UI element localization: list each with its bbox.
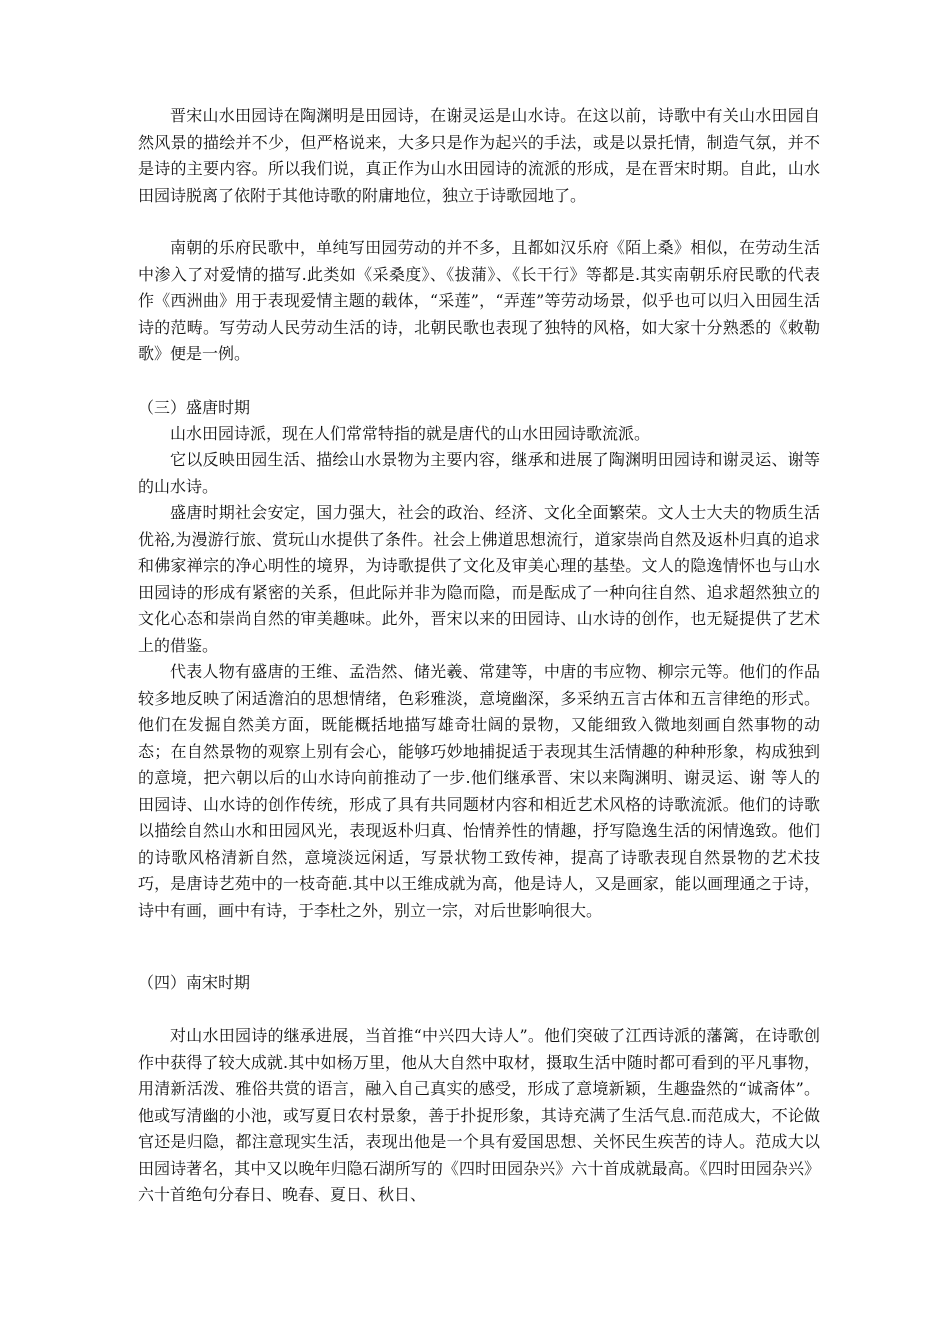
paragraph-nansong: 对山水田园诗的继承进展，当首推“中兴四大诗人”。他们突破了江西诗派的藩篱，在诗歌创作中获得了较大成就.其中如杨万里，他从大自然中取材，摄取生活中随时都可看到的平凡事物，用清新活泼、雅俗共赏的语言，融入自己真实的感受，形成了意境新颖，生趣盎然的“诚斋体”。他或写清幽的小池，或写夏日农村景象，善于扑捉形象，其诗充满了生活气息.而范成大，不论做官还是归隐，都注意现实生活，表现出他是一个具有爱国思想、关怀民生疾苦的诗人。范成大以田园诗著名，其中又以晚年归隐石湖所写的《四时田园杂兴》六十首成就最高。《四时田园杂兴》六十首绝句分春日、晚春、夏日、秋日、 bbox=[138, 1026, 820, 1204]
paragraph-shengtang-shehui: 盛唐时期社会安定，国力强大，社会的政治、经济、文化全面繁荣。文人士大夫的物质生活优裕,为漫游行旅、赏玩山水提供了条件。社会上佛道思想流行，道家崇尚自然及返朴归真的追求和佛家禅宗的净心明性的境界，为诗歌提供了文化及审美心理的基垫。文人的隐逸情怀也与山水田园诗的形成有紧密的关系，但此际并非为隐而隐，而是酝成了一种向往自然、追求超然独立的文化心态和崇尚自然的审美趣味。此外，晋宋以来的田园诗、山水诗的创作，也无疑提供了艺术上的借鉴。 bbox=[138, 503, 820, 655]
section-heading-nansong: （四）南宋时期 bbox=[138, 973, 251, 992]
paragraph-jinsong: 晋宋山水田园诗在陶渊明是田园诗，在谢灵运是山水诗。在这以前，诗歌中有关山水田园自然风景的描绘并不少，但严格说来，大多只是作为起兴的手法，或是以景托情，制造气氛，并不是诗的主要内容。所以我们说，真正作为山水田园诗的流派的形成，是在晋宋时期。自此，山水田园诗脱离了依附于其他诗歌的附庸地位，独立于诗歌园地了。 bbox=[138, 106, 820, 205]
paragraph-nanchao: 南朝的乐府民歌中，单纯写田园劳动的并不多，且都如汉乐府《陌上桑》相似，在劳动生活中渗入了对爱情的描写.此类如《采桑度》、《拔蒲》、《长干行》等都是.其实南朝乐府民歌的代表作《西洲曲》用于表现爱情主题的载体，“采莲”，“弄莲”等劳动场景，似乎也可以归入田园生活诗的范畴。写劳动人民劳动生活的诗，北朝民歌也表现了独特的风格，如大家十分熟悉的《敕勒歌》便是一例。 bbox=[138, 238, 820, 363]
section-heading-shengtang: （三）盛唐时期 bbox=[138, 398, 251, 417]
paragraph-shanshui-pai: 山水田园诗派，现在人们常常特指的就是唐代的山水田园诗歌流派。 bbox=[170, 424, 651, 443]
paragraph-daibiao-renwu: 代表人物有盛唐的王维、孟浩然、储光羲、常建等，中唐的韦应物、柳宗元等。他们的作品较多地反映了闲适澹泊的思想情绪，色彩雅淡，意境幽深，多采纳五言古体和五言律绝的形式。他们在发掘自然美方面，既能概括地描写雄奇壮阔的景物，又能细致入微地刻画自然事物的动态；在自然景物的观察上别有会心，能够巧妙地捕捉适于表现其生活情趣的种种形象，构成独到的意境，把六朝以后的山水诗向前推动了一步.他们继承晋、宋以来陶渊明、谢灵运、谢 等人的田园诗、山水诗的创作传统，形成了具有共同题材内容和相近艺术风格的诗歌流派。他们的诗歌以描绘自然山水和田园风光，表现返朴归真、怡情养性的情趣，抒写隐逸生活的闲情逸致。他们的诗歌风格清新自然，意境淡远闲适，写景状物工致传神，提高了诗歌表现自然景物的艺术技巧，是唐诗艺苑中的一枝奇葩.其中以王维成就为高，他是诗人，又是画家，能以画理通之于诗，诗中有画，画中有诗，于李杜之外，别立一宗，对后世影响很大。 bbox=[138, 662, 820, 920]
paragraph-fanying: 它以反映田园生活、描绘山水景物为主要内容，继承和进展了陶渊明田园诗和谢灵运、谢等的山水诗。 bbox=[138, 450, 820, 496]
